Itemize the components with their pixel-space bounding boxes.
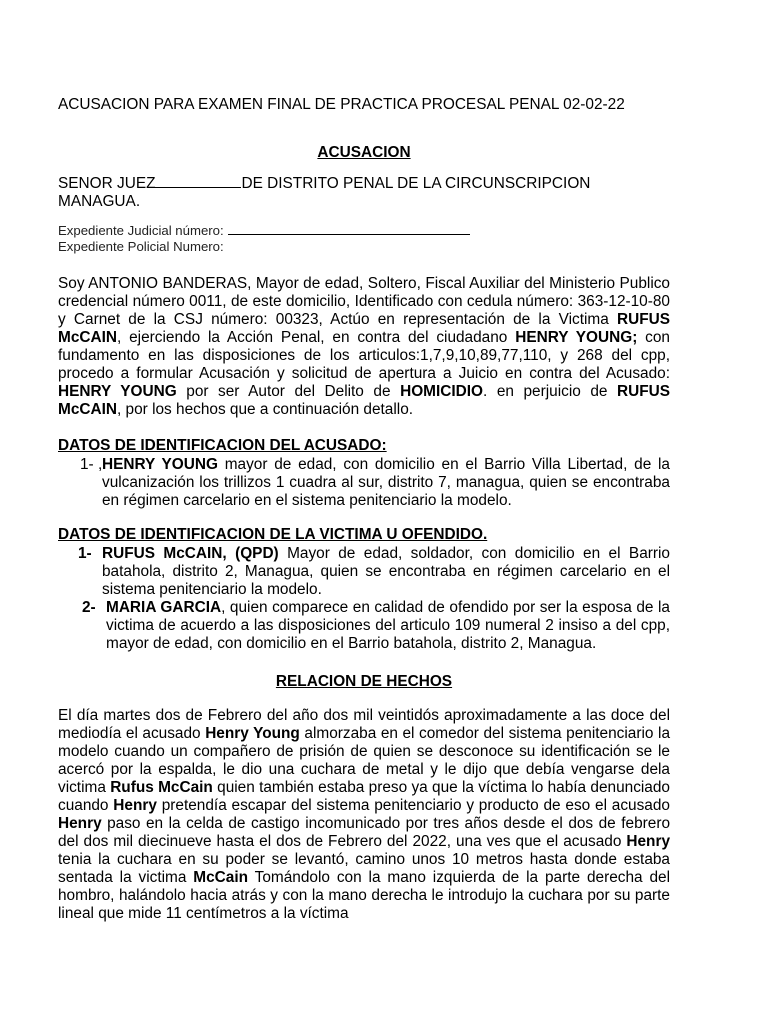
victim-name: RUFUS McCAIN: [58, 383, 671, 418]
victim-name: RUFUS McCAIN: [58, 311, 670, 346]
expediente-judicial: [58, 223, 670, 239]
list-item-victima-2: 2- MARIA GARCIA, quien comparece en calidad de ofendido por ser la esposa de la victima de acuerdo a las disposiciones del articulo 109 numeral 2 insiso a del cpp, mayor de edad, con domicilio en el Barrio batahola, distrito 2, Managua.: [82, 599, 670, 652]
hechos-paragraph: El día martes dos de Febrero del año dos mil veintidós aproximadamente a las doce del mediodía el acusado Henry Young almorzaba en el comedor del sistema penitenciario la modelo cuando un compañero de prisión de quien se desconoce su identificación se le acercó por la espalda, le dio una cuchara de metal y le dijo que debía vengarse dela victima Rufus McCain quien también estaba preso ya que la víctima lo había denunciado cuando Henry pretendía escapar del sistema penitenciario y producto de eso el acusado Henry paso en la celda de castigo incomunicado por tres años desde el dos de febrero del dos mil diecinueve hasta el dos de Febrero del 2022, una ves que el acusado Henry tenia la cuchara en su poder se levantó, camino unos 10 metros hasta donde estaba sentada la victima McCain Tomándolo con la mano izquierda de la parte derecha del hombro, halándolo hacia atrás y con la mano derecha le introdujo la cuchara por su parte lineal que mide 11 centímetros a la víctima: [58, 707, 670, 922]
document-title: ACUSACION PARA EXAMEN FINAL DE PRACTICA PROCESAL PENAL 02-02-22: [58, 96, 625, 113]
section-title-victima: DATOS DE IDENTIFICACION DE LA VICTIMA U OFENDIDO.: [58, 526, 488, 543]
list-item-victima-1: 1- RUFUS McCAIN, (QPD) Mayor de edad, soldador, con domicilio en el Barrio batahola, distrito 2, Managua, quien se encontraba en régimen carcelario en el sistema penitenciario la modelo.: [78, 545, 670, 598]
expediente-policial: Expediente Policial Numero:: [58, 239, 224, 254]
expediente-judicial-blank: [228, 223, 470, 235]
accused-name: HENRY YOUNG;: [515, 329, 638, 346]
crime-name: HOMICIDIO: [400, 383, 484, 400]
address-prefix: SENOR JUEZ: [58, 175, 156, 192]
offended-name: MARIA GARCIA: [106, 599, 222, 616]
document-page: [58, 96, 670, 923]
list-item-acusado: 1- , HENRY YOUNG mayor de edad, con domicilio en el Barrio Villa Libertad, de la vulcanización los trillizos 1 cuadra al sur, distrito 7, managua, quien se encontraba en régimen carcelario en el sistema penitenciario la modelo.: [80, 456, 670, 509]
section-title-acusado: DATOS DE IDENTIFICACION DEL ACUSADO:: [58, 437, 387, 454]
accused-name: HENRY YOUNG: [102, 456, 218, 473]
judge-blank-line: [155, 174, 241, 188]
expediente-judicial-label: Expediente Judicial número:: [58, 223, 224, 238]
list-number: 2-: [82, 599, 96, 616]
list-number: 1- ,: [80, 456, 103, 473]
address-line: [58, 174, 670, 211]
address-suffix: DE DISTRITO PENAL DE LA CIRCUNSCRIPCION MANAGUA.: [58, 175, 591, 210]
victim-name: RUFUS McCAIN, (QPD): [102, 545, 279, 562]
accused-name: HENRY YOUNG: [58, 383, 177, 400]
expedientes-block: [58, 223, 670, 255]
intro-paragraph: Soy ANTONIO BANDERAS, Mayor de edad, Soltero, Fiscal Auxiliar del Ministerio Publico credencial número 0011, de este domicilio, Identificado con cedula número: 363-12-10-80 y Carnet de la CSJ número: 00323, Actúo en representación de la Victima RUFUS McCAIN, ejerciendo la Acción Penal, en contra del ciudadano HENRY YOUNG; con fundamento en las disposiciones de los articulos:1,7,9,10,89,77,110, y 268 del cpp, procedo a formular Acusación y solicitud de apertura a Juicio en contra del Acusado: HENRY YOUNG por ser Autor del Delito de HOMICIDIO. en perjuicio de RUFUS McCAIN, por los hechos que a continuación detallo.: [58, 275, 671, 418]
heading-relacion-hechos: RELACION DE HECHOS: [275, 673, 453, 690]
list-number: 1-: [78, 545, 92, 562]
heading-acusacion: ACUSACION: [317, 144, 411, 161]
